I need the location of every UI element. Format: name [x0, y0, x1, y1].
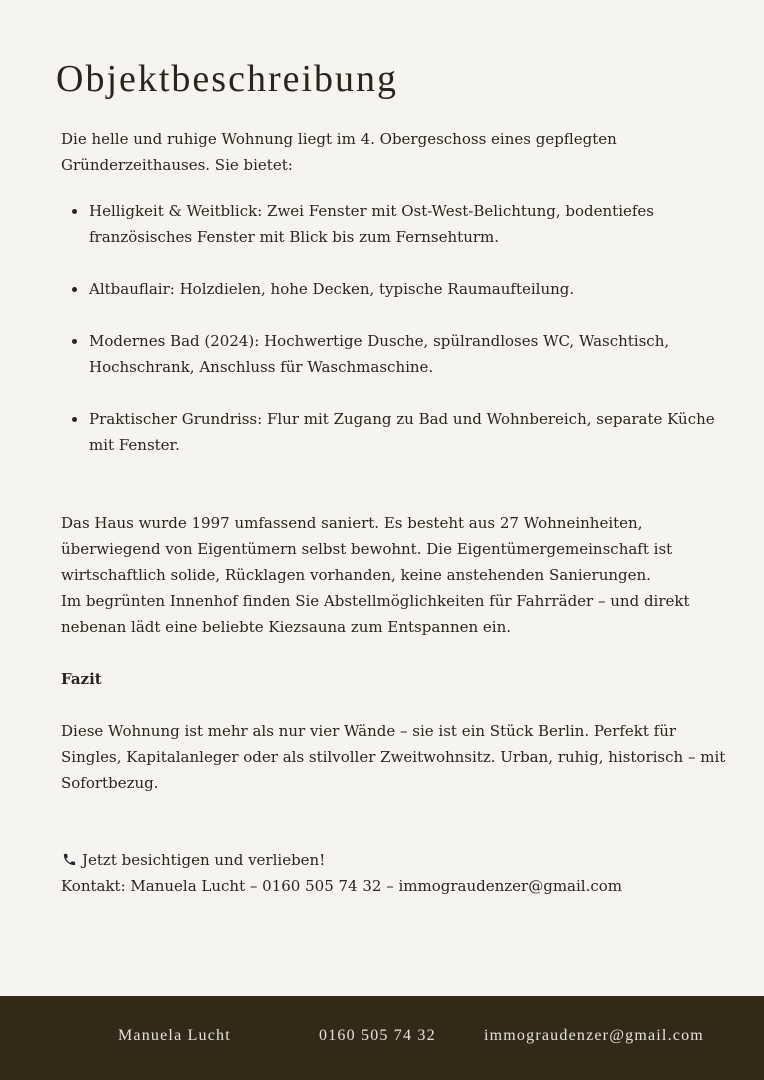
footer-bar	[0, 996, 764, 1080]
contact-block	[61, 847, 731, 899]
contact-line: Kontakt: Manuela Lucht – 0160 505 74 32 – immograudenzer@gmail.com	[61, 877, 623, 895]
house-paragraph	[61, 510, 731, 640]
list-item	[61, 406, 731, 458]
paragraph-line: wirtschaftlich solide, Rücklagen vorhanden, keine anstehenden Sanierungen.	[61, 566, 651, 584]
call-to-action: Jetzt besichtigen und verlieben!	[82, 851, 326, 869]
paragraph-line: überwiegend von Eigentümern selbst bewohnt. Die Eigentümergemeinschaft ist	[61, 540, 673, 558]
feature-line: Helligkeit & Weitblick: Zwei Fenster mit Ost-West-Belichtung, bodentiefes	[89, 202, 655, 220]
feature-line: Altbauflair: Holzdielen, hohe Decken, typische Raumaufteilung.	[89, 280, 575, 298]
intro-paragraph: Die helle und ruhige Wohnung liegt im 4. Obergeschoss eines gepflegten Gründerzeithauses. Sie bietet:	[61, 130, 617, 174]
paragraph-line: nebenan lädt eine beliebte Kiezsauna zum Entspannen ein.	[61, 618, 512, 636]
paragraph-line: Singles, Kapitalanleger oder als stilvoller Zweitwohnsitz. Urban, ruhig, historisch – mit	[61, 748, 726, 766]
paragraph-line: Im begrünten Innenhof finden Sie Abstellmöglichkeiten für Fahrräder – und direkt	[61, 592, 690, 610]
feature-list	[61, 198, 731, 484]
bullet-icon	[72, 287, 77, 292]
footer-name: Manuela Lucht	[118, 1027, 231, 1044]
paragraph-line: Diese Wohnung ist mehr als nur vier Wände – sie ist ein Stück Berlin. Perfekt für	[61, 722, 677, 740]
footer-email: immograudenzer@gmail.com	[484, 1027, 704, 1044]
bullet-icon	[72, 417, 77, 422]
fazit-paragraph	[61, 718, 731, 796]
feature-line: französisches Fenster mit Blick bis zum Fernsehturm.	[89, 228, 500, 246]
footer-phone: 0160 505 74 32	[319, 1027, 436, 1044]
feature-line: mit Fenster.	[89, 436, 180, 454]
feature-line: Hochschrank, Anschluss für Waschmaschine.	[89, 358, 434, 376]
phone-icon	[61, 849, 78, 864]
list-item	[61, 276, 731, 302]
bullet-icon	[72, 339, 77, 344]
list-item	[61, 198, 731, 250]
list-item	[61, 328, 731, 380]
paragraph-line: Das Haus wurde 1997 umfassend saniert. Es besteht aus 27 Wohneinheiten,	[61, 514, 643, 532]
feature-line: Praktischer Grundriss: Flur mit Zugang zu Bad und Wohnbereich, separate Küche	[89, 410, 715, 428]
bullet-icon	[72, 209, 77, 214]
feature-line: Modernes Bad (2024): Hochwertige Dusche, spülrandloses WC, Waschtisch,	[89, 332, 670, 350]
paragraph-line: Sofortbezug.	[61, 774, 159, 792]
fazit-heading: Fazit	[61, 670, 102, 688]
page-title: Objektbeschreibung	[56, 58, 399, 100]
